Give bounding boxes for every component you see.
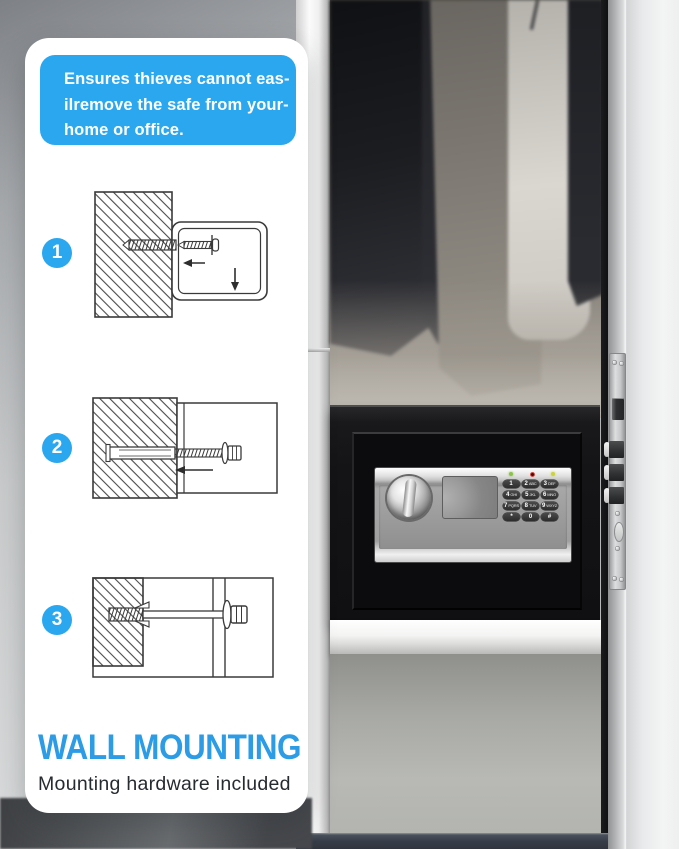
- wall-mounting-title: WALL MOUNTING: [38, 728, 302, 767]
- deadbolt: [604, 487, 625, 504]
- lock-cylinder-slot: [614, 522, 624, 542]
- clothes-fade-overlay: [330, 0, 603, 412]
- key-3: 3 DEF: [541, 480, 558, 488]
- safe-display: [442, 476, 498, 519]
- callout-line: home or office.: [64, 121, 184, 139]
- step-3-diagram: [85, 570, 285, 685]
- yellow-led: [551, 472, 555, 476]
- closet-lower-wall: [330, 654, 603, 833]
- callout-line: Ensures thieves cannot eas-: [64, 70, 290, 88]
- safe-control-panel: [374, 467, 572, 563]
- closet-shelf: [330, 620, 603, 654]
- deadbolt: [604, 441, 625, 458]
- key-8: 8 TUV: [522, 502, 539, 510]
- closet-floor: [296, 833, 612, 849]
- deadbolt-body: [609, 441, 624, 458]
- key-0: 0: [522, 513, 539, 521]
- key-star: *: [503, 513, 520, 521]
- door-face: [627, 0, 679, 849]
- digital-safe: [330, 405, 600, 620]
- step-2-diagram: [85, 395, 285, 505]
- closet-door: [608, 0, 679, 849]
- green-led: [509, 472, 513, 476]
- step-2-badge: 2: [42, 433, 72, 463]
- safe-knob-handle: [402, 479, 417, 518]
- safe-keypad: [503, 480, 561, 521]
- safe-door: [352, 432, 582, 610]
- key-9: 9 WXYZ: [541, 503, 558, 509]
- safe-top-edge: [330, 405, 600, 407]
- latch-bolt: [612, 398, 624, 420]
- step-1-diagram: [85, 185, 280, 325]
- lock-screw: [619, 577, 624, 582]
- deadbolt-body: [609, 464, 624, 481]
- hardware-included-subtitle: Mounting hardware included: [38, 773, 291, 795]
- instruction-card: [25, 38, 308, 813]
- key-2: 2 ABC: [522, 480, 539, 488]
- lock-screw: [619, 361, 624, 366]
- deadbolt-body: [609, 487, 624, 504]
- callout-bubble: [40, 55, 296, 145]
- safe-knob: [387, 476, 431, 520]
- step-3-badge: 3: [42, 605, 72, 635]
- red-led: [530, 472, 535, 477]
- lock-screw: [615, 511, 620, 516]
- deadbolt: [604, 464, 625, 481]
- lock-screw: [612, 360, 617, 365]
- key-5: 5 JKL: [522, 491, 539, 499]
- key-1: 1: [503, 480, 520, 488]
- door-lock-plate: [609, 353, 626, 590]
- lock-screw: [612, 576, 617, 581]
- callout-line: ilremove the safe from your-: [64, 95, 289, 114]
- key-4: 4 GHI: [503, 491, 520, 499]
- card-footer: [38, 728, 300, 796]
- step-1-badge: 1: [42, 238, 72, 268]
- key-7: 7 PQRS: [504, 503, 519, 509]
- lock-screw: [615, 546, 620, 551]
- safe-status-leds: [505, 472, 559, 477]
- key-6: 6 MNO: [542, 492, 557, 498]
- key-hash: #: [541, 513, 558, 521]
